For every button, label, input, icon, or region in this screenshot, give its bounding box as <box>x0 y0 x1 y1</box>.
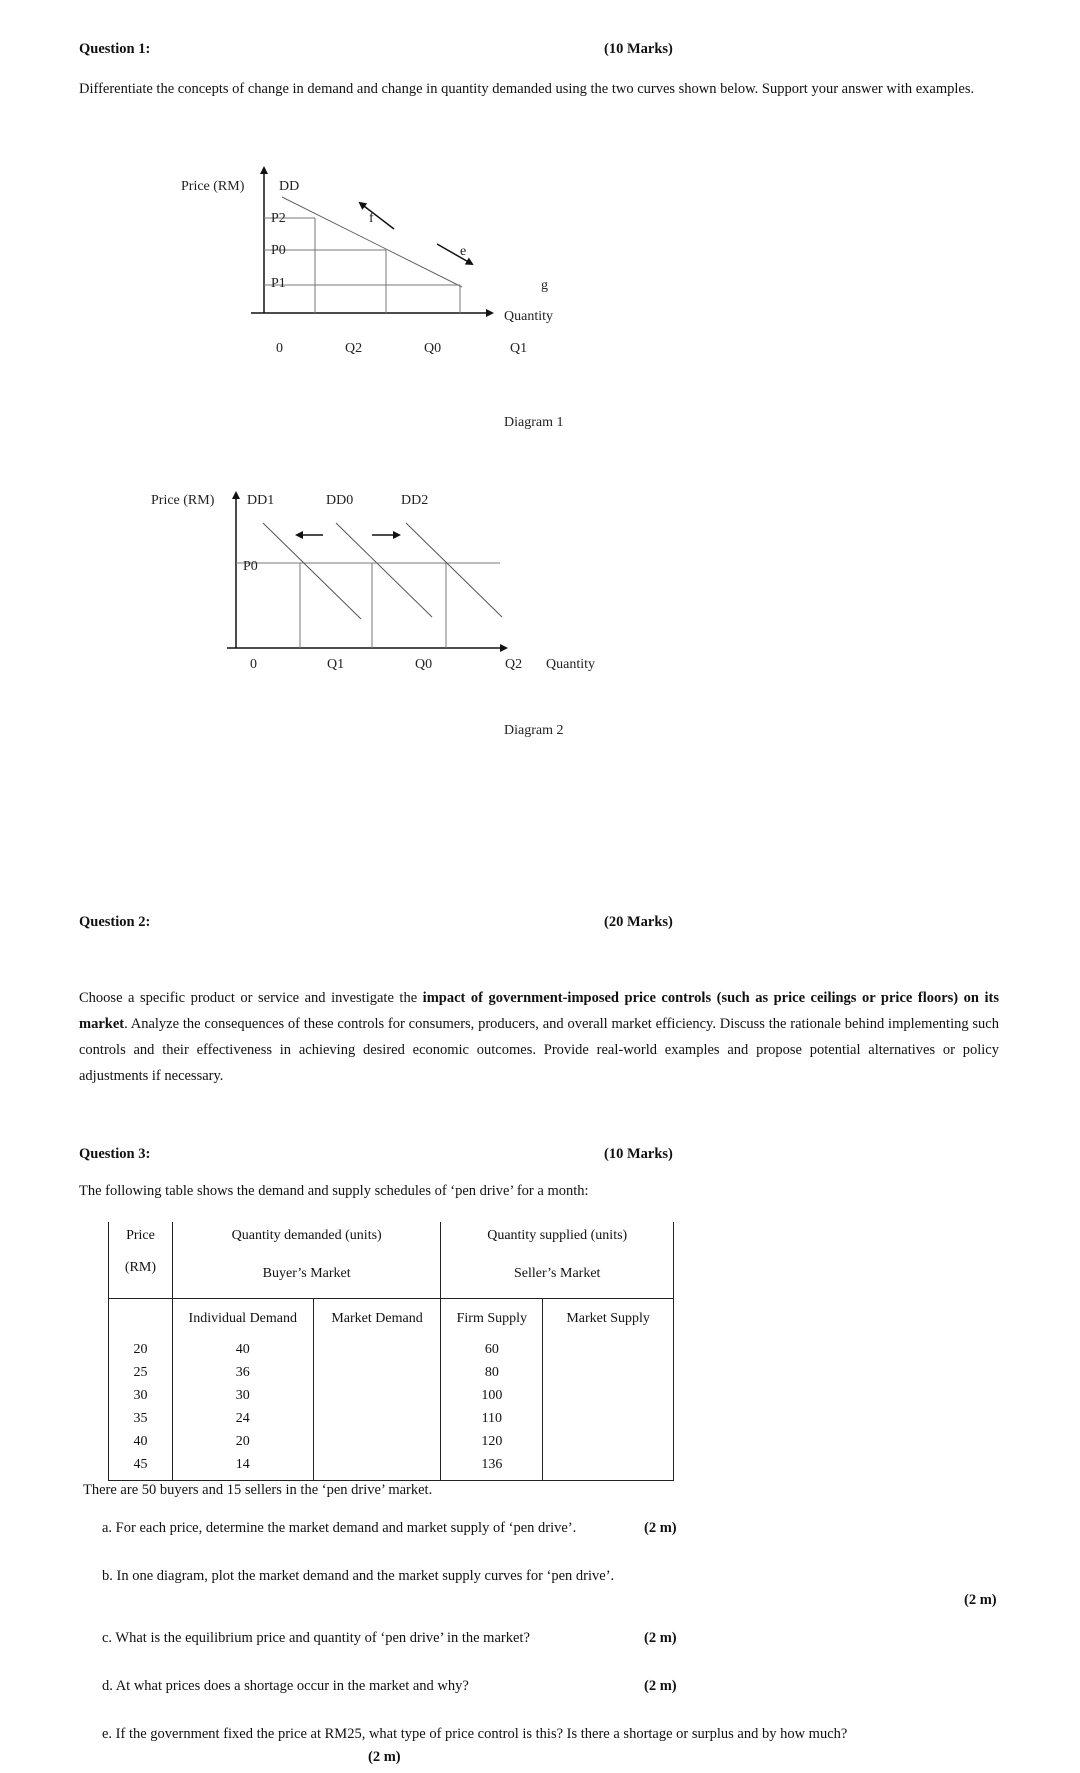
q2-text-c: . Analyze the consequences of these controls for consumers, producers, and overall market efficiency. Discuss the rationale behind implementing such controls and their effectiveness in achieving desired economic outcomes. Provide real-world examples and propose potential alternatives or policy adjustments if necessary. <box>79 1016 999 1084</box>
cell-firm-supply: 136 <box>441 1457 543 1480</box>
d2-ylabel: Price (RM) <box>151 493 215 508</box>
q3-part-b-marks: (2 m) <box>964 1592 997 1608</box>
cell-firm-supply: 80 <box>441 1365 543 1388</box>
cell-market-demand <box>313 1365 441 1388</box>
q3-part-b: b. In one diagram, plot the market demand and the market supply curves for ‘pen drive’. <box>102 1568 615 1584</box>
cell-price: 25 <box>109 1365 173 1388</box>
q3-part-d-marks: (2 m) <box>644 1678 677 1694</box>
d2-price-p0: P0 <box>243 559 258 574</box>
cell-market-demand <box>313 1434 441 1457</box>
d1-price-p1: P1 <box>271 276 286 291</box>
d2-label-dd0: DD0 <box>326 493 354 508</box>
cell-individual-demand: 36 <box>172 1365 313 1388</box>
q3-part-d: d. At what prices does a shortage occur in the market and why? <box>102 1678 469 1694</box>
schedule-table <box>108 1222 674 1481</box>
q3-marks: (10 Marks) <box>604 1146 673 1162</box>
cell-firm-supply: 60 <box>441 1342 543 1365</box>
q3-intro: The following table shows the demand and supply schedules of ‘pen drive’ for a month: <box>79 1183 589 1199</box>
d2-xtick-q1: Q1 <box>327 657 345 672</box>
cell-individual-demand: 24 <box>172 1411 313 1434</box>
d1-label-e: e <box>460 244 467 259</box>
d1-price-p2: P2 <box>271 211 286 226</box>
q3-part-a-marks: (2 m) <box>644 1520 677 1536</box>
cell-individual-demand: 40 <box>172 1342 313 1365</box>
price-head-empty <box>109 1298 173 1342</box>
d1-arrow-f <box>360 203 394 229</box>
q3-part-a: a. For each price, determine the market demand and market supply of ‘pen drive’. <box>102 1520 577 1536</box>
price-head-1: Price <box>109 1222 173 1260</box>
table-row <box>109 1342 674 1365</box>
d2-xlabel: Quantity <box>546 657 595 672</box>
d1-xtick-q1: Q1 <box>510 341 528 356</box>
cell-market-supply <box>543 1365 674 1388</box>
cell-individual-demand: 14 <box>172 1457 313 1480</box>
d1-arrow-e <box>437 244 472 264</box>
q3-title: Question 3: <box>79 1146 151 1162</box>
d1-xtick-q2: Q2 <box>345 341 363 356</box>
cell-market-supply <box>543 1434 674 1457</box>
table-header-row-3 <box>109 1298 674 1342</box>
cell-market-supply <box>543 1457 674 1480</box>
d1-ylabel: Price (RM) <box>181 179 245 194</box>
cell-market-demand <box>313 1342 441 1365</box>
q3-part-e-marks: (2 m) <box>368 1749 401 1765</box>
cell-price: 30 <box>109 1388 173 1411</box>
diagram-2 <box>0 480 640 745</box>
q2-text-a: Choose a specific product or service and investigate the <box>79 990 423 1006</box>
d1-xlabel: Quantity <box>504 309 553 324</box>
cell-price: 45 <box>109 1457 173 1480</box>
q3-part-c: c. What is the equilibrium price and quantity of ‘pen drive’ in the market? <box>102 1630 530 1646</box>
cell-market-supply <box>543 1388 674 1411</box>
d1-caption: Diagram 1 <box>504 415 564 430</box>
q3-part-c-marks: (2 m) <box>644 1630 677 1646</box>
table-row <box>109 1434 674 1457</box>
d1-xtick-q0: Q0 <box>424 341 442 356</box>
col-firm-supply: Firm Supply <box>441 1298 543 1342</box>
q2-text <box>79 985 999 1089</box>
table-row <box>109 1411 674 1434</box>
cell-firm-supply: 120 <box>441 1434 543 1457</box>
q1-title: Question 1: <box>79 41 151 57</box>
cell-firm-supply: 110 <box>441 1411 543 1434</box>
sellers-head: Seller’s Market <box>441 1260 674 1298</box>
d1-label-f: f <box>369 211 374 226</box>
table-row <box>109 1388 674 1411</box>
col-market-supply: Market Supply <box>543 1298 674 1342</box>
cell-price: 40 <box>109 1434 173 1457</box>
table-row <box>109 1365 674 1388</box>
d2-xtick-0: 0 <box>250 657 257 672</box>
d2-caption: Diagram 2 <box>504 723 564 738</box>
col-individual-demand: Individual Demand <box>172 1298 313 1342</box>
q1-marks: (10 Marks) <box>604 41 673 57</box>
d2-curve-dd2 <box>406 523 502 617</box>
d1-price-p0: P0 <box>271 243 286 258</box>
cell-market-supply <box>543 1411 674 1434</box>
d2-curve-dd0 <box>336 523 432 617</box>
cell-price: 20 <box>109 1342 173 1365</box>
cell-price: 35 <box>109 1411 173 1434</box>
cell-market-demand <box>313 1411 441 1434</box>
buyers-head: Buyer’s Market <box>172 1260 441 1298</box>
cell-firm-supply: 100 <box>441 1388 543 1411</box>
cell-market-demand <box>313 1388 441 1411</box>
q3-part-e: e. If the government fixed the price at RM25, what type of price control is this? Is there a shortage or surplus and by how much? <box>102 1726 848 1742</box>
d1-label-g: g <box>541 278 548 293</box>
d2-curve-dd1 <box>263 523 361 619</box>
cell-individual-demand: 30 <box>172 1388 313 1411</box>
cell-market-demand <box>313 1457 441 1480</box>
cell-individual-demand: 20 <box>172 1434 313 1457</box>
diagram-1 <box>0 150 600 440</box>
table-header-row-2 <box>109 1260 674 1298</box>
d2-xtick-q2: Q2 <box>505 657 523 672</box>
d2-xtick-q0: Q0 <box>415 657 433 672</box>
d2-label-dd2: DD2 <box>401 493 429 508</box>
table-header-row-1 <box>109 1222 674 1260</box>
q3-note: There are 50 buyers and 15 sellers in the ‘pen drive’ market. <box>83 1482 433 1498</box>
d1-curve-label: DD <box>279 179 300 194</box>
cell-market-supply <box>543 1342 674 1365</box>
q1-text: Differentiate the concepts of change in demand and change in quantity demanded using the two curves shown below. Support your answer with examples. <box>79 81 975 97</box>
table-row <box>109 1457 674 1480</box>
q2-title: Question 2: <box>79 914 151 930</box>
d2-label-dd1: DD1 <box>247 493 275 508</box>
qs-head: Quantity supplied (units) <box>441 1222 674 1260</box>
price-head-2: (RM) <box>109 1260 173 1298</box>
col-market-demand: Market Demand <box>313 1298 441 1342</box>
q2-text-bold: impact of government-imposed price controls (such as price ceilings or price floors) on its market <box>79 990 999 1032</box>
qd-head: Quantity demanded (units) <box>172 1222 441 1260</box>
d1-xtick-0: 0 <box>276 341 283 356</box>
q2-marks: (20 Marks) <box>604 914 673 930</box>
